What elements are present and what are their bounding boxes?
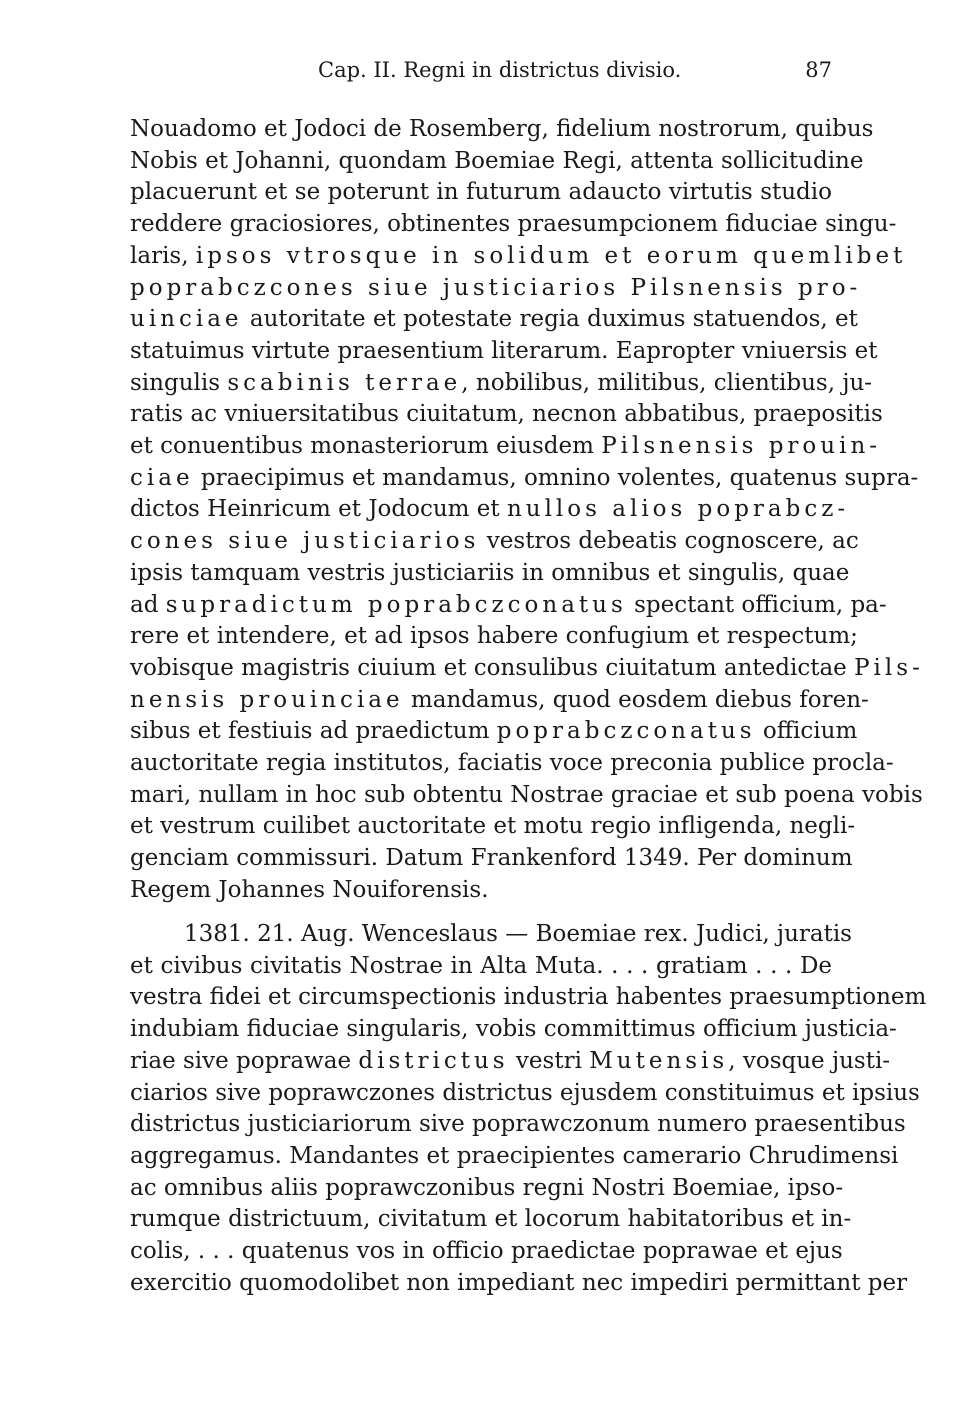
text-line [130, 462, 919, 494]
text-run: rumque districtuum, civitatum et locorum habitatoribus et in- [130, 1206, 852, 1233]
text-run: singulis [130, 369, 228, 396]
text-run: statuimus virtute praesentium literarum. Eapropter vniuersis et [130, 337, 878, 364]
text-line [130, 430, 882, 462]
text-line [130, 810, 856, 842]
spaced-text: nensis prouinciae [130, 686, 404, 713]
text-line [130, 303, 858, 335]
text-line [130, 874, 832, 906]
text-run: spectant officium, pa- [626, 591, 887, 618]
text-line [130, 208, 897, 240]
text-run: officium [755, 718, 858, 745]
spaced-text: districtus [358, 1047, 509, 1074]
text-run: laris, [130, 242, 196, 269]
text-line [130, 589, 887, 621]
spaced-text: scabinis terrae [227, 369, 462, 396]
text-run: exercitio quomodolibet non impediant nec impediri permittant per [130, 1269, 908, 1296]
text-run: vestra fidei et circumspectionis industria habentes praesumptionem [130, 984, 927, 1011]
text-line [130, 145, 864, 177]
text-run: indubiam fiduciae singularis, vobis committimus officium justicia- [130, 1016, 897, 1043]
text-run: vestros debeatis cognoscere, ac [479, 528, 859, 555]
text-run: et conuentibus monasteriorum eiusdem [130, 433, 602, 459]
text-run: sibus et festiuis ad praedictum [130, 718, 497, 745]
text-line [130, 779, 923, 811]
text-run: vestri [508, 1047, 590, 1074]
text-run: ad [130, 591, 166, 618]
page-header [130, 58, 832, 90]
text-run: Nouadomo et Jodoci de Rosemberg, fidelium nostrorum, quibus [130, 116, 874, 142]
text-line [130, 1140, 899, 1172]
text-line [130, 1013, 897, 1045]
text-line [130, 272, 862, 304]
text-run: autoritate et potestate regia duximus statuendos, et [242, 306, 858, 333]
text-run: aggregamus. Mandantes et praecipientes camerario Chrudimensi [130, 1142, 899, 1169]
text-run: mari, nullam in hoc sub obtentu Nostrae graciae et sub poena vobis [130, 781, 923, 808]
text-line [130, 1267, 908, 1299]
text-line [130, 1235, 843, 1267]
text-line [130, 113, 874, 145]
text-line [130, 398, 883, 430]
text-line [130, 525, 859, 557]
spaced-text: poprabczcones siue justiciarios Pilsnensis pro- [130, 274, 862, 301]
text-run: rere et intendere, et ad ipsos habere confugium et respectum; [130, 623, 858, 650]
text-run: ipsis tamquam vestris justiciariis in omnibus et singulis, quae [130, 559, 850, 586]
text-line [130, 842, 853, 874]
text-line [130, 176, 832, 208]
spaced-text: uinciae [130, 306, 243, 333]
text-run: genciam commissuri. Datum Frankenford 1349. Per dominum [130, 845, 853, 872]
text-line [130, 557, 850, 589]
text-run: dictos Heinricum et Jodocum et [130, 496, 507, 523]
page-number: 87 [805, 58, 832, 82]
text-run: ac omnibus aliis poprawczonibus regni Nostri Boemiae, ipso- [130, 1174, 844, 1201]
spaced-text: nullos alios poprabcz- [506, 496, 850, 523]
spaced-text: cones siue justiciarios [130, 528, 480, 555]
spaced-text: supradictum poprabczconatus [165, 591, 627, 618]
text-run: , nobilibus, militibus, clientibus, ju- [461, 369, 873, 396]
text-run: colis, . . . quatenus vos in officio praedictae poprawae et ejus [130, 1238, 843, 1264]
spaced-text: Pilsnensis prouin- [601, 433, 882, 459]
text-line [130, 1203, 852, 1235]
text-run: districtus justiciariorum sive poprawczonum numero praesentibus [130, 1111, 906, 1138]
text-line [130, 918, 852, 950]
text-line [130, 652, 924, 684]
text-run: Nobis et Johanni, quondam Boemiae Regi, attenta sollicitudine [130, 147, 864, 174]
text-run: et civibus civitatis Nostrae in Alta Muta. . . . gratiam . . . De [130, 952, 832, 979]
text-line [130, 1172, 844, 1204]
text-line [130, 367, 873, 399]
text-run: ratis ac vniuersitatibus ciuitatum, necnon abbatibus, praepositis [130, 401, 883, 428]
spaced-text: ciae [130, 464, 194, 491]
spaced-text: poprabczconatus [496, 718, 756, 745]
text-run: reddere graciosiores, obtinentes praesumpcionem fiduciae singu- [130, 211, 897, 238]
text-run: mandamus, quod eosdem diebus foren- [403, 686, 869, 713]
running-title: Cap. II. Regni in districtus divisio. [318, 58, 682, 82]
text-line [130, 950, 832, 982]
text-line [130, 493, 850, 525]
text-run: praecipimus et mandamus, omnino volentes, quatenus supra- [193, 464, 919, 491]
text-line [130, 747, 894, 779]
text-run: , vosque justi- [728, 1047, 891, 1074]
text-line [130, 684, 869, 716]
text-line [130, 335, 878, 367]
spaced-text: Pils- [854, 654, 924, 681]
text-run: ciarios sive poprawczones districtus ejusdem constituimus et ipsius [130, 1079, 920, 1106]
text-line [130, 981, 927, 1013]
text-line [130, 715, 858, 747]
text-line [130, 1045, 891, 1077]
spaced-text: Mutensis [589, 1047, 729, 1074]
text-run: riae sive poprawae [130, 1047, 359, 1074]
text-run: et vestrum cuilibet auctoritate et motu regio infligenda, negli- [130, 813, 856, 840]
text-run: 1381. 21. Aug. Wenceslaus — Boemiae rex. Judici, juratis [184, 921, 852, 947]
spaced-text: ipsos vtrosque in solidum et eorum quemlibet [195, 242, 907, 269]
text-line [130, 240, 907, 272]
text-run: Regem Johannes Nouiforensis. [130, 876, 489, 903]
text-line [130, 1077, 920, 1109]
text-run: auctoritate regia institutos, faciatis voce preconia publice procla- [130, 750, 894, 776]
text-line [130, 620, 858, 652]
text-line [130, 1108, 906, 1140]
text-run: placuerunt et se poterunt in futurum adaucto virtutis studio [130, 179, 832, 206]
text-run: vobisque magistris ciuium et consulibus ciuitatum antedictae [130, 654, 855, 681]
